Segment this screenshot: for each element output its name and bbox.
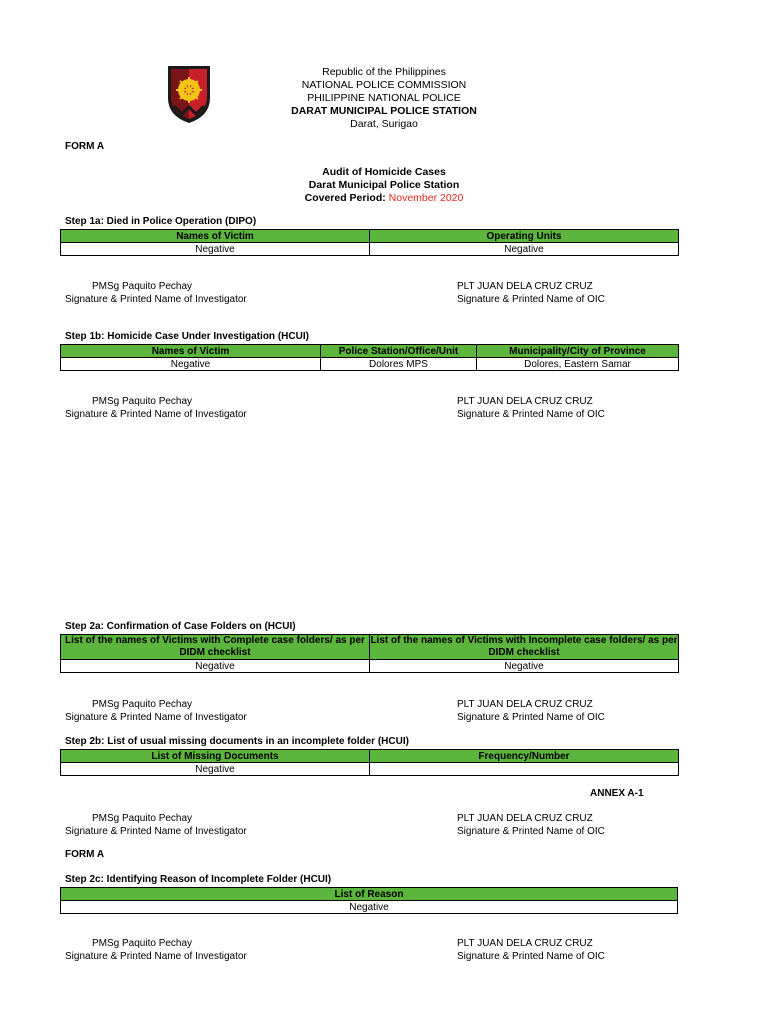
oic-name: PLT JUAN DELA CRUZ CRUZ — [457, 938, 593, 949]
table-cell: Negative — [370, 243, 679, 256]
header-location: Darat, Surigao — [350, 118, 418, 130]
table-cell: Dolores, Eastern Samar — [477, 358, 679, 371]
oic-name: PLT JUAN DELA CRUZ CRUZ — [457, 396, 593, 407]
column-header: List of Missing Documents — [61, 750, 370, 763]
header-republic: Republic of the Philippines — [322, 66, 446, 78]
investigator-name: PMSg Paquito Pechay — [92, 813, 193, 824]
table-cell — [370, 763, 679, 776]
step1b-title: Step 1b: Homicide Case Under Investigation (HCUI) — [65, 331, 309, 342]
header-napolcom: NATIONAL POLICE COMMISSION — [301, 79, 467, 91]
form-label: FORM A — [65, 141, 105, 152]
covered-period-label: Covered Period: — [304, 192, 386, 204]
column-header: List of Reason — [61, 888, 678, 901]
table-cell: Negative — [61, 243, 370, 256]
form-label-2: FORM A — [65, 849, 105, 860]
header-station: DARAT MUNICIPAL POLICE STATION — [291, 105, 477, 117]
column-header: Names of Victim — [61, 345, 321, 358]
audit-title: Audit of Homicide Cases — [322, 166, 446, 178]
table-cell: Dolores MPS — [321, 358, 477, 371]
table-row — [61, 660, 679, 673]
table-row — [61, 358, 679, 371]
oic-caption: Signature & Printed Name of OIC — [457, 951, 605, 962]
oic-name: PLT JUAN DELA CRUZ CRUZ — [457, 281, 593, 292]
annex-label: ANNEX A-1 — [590, 788, 644, 799]
covered-period — [0, 192, 768, 205]
investigator-name: PMSg Paquito Pechay — [92, 281, 193, 292]
header-pnp: PHILIPPINE NATIONAL POLICE — [307, 92, 461, 104]
investigator-caption: Signature & Printed Name of Investigator — [65, 951, 247, 962]
column-header: List of the names of Victims with Incomplete case folders/ as per DIDM checklist — [370, 635, 678, 658]
step2c-title: Step 2c: Identifying Reason of Incomplete Folder (HCUI) — [65, 874, 332, 885]
column-header: Names of Victim — [61, 230, 370, 243]
oic-caption: Signature & Printed Name of OIC — [457, 826, 605, 837]
column-header: Municipality/City of Province — [477, 345, 679, 358]
investigator-caption: Signature & Printed Name of Investigator — [65, 712, 247, 723]
letterhead — [0, 66, 768, 131]
step2a-table — [60, 634, 679, 673]
table-cell: Negative — [61, 358, 321, 371]
table-cell: Negative — [370, 660, 679, 673]
table-cell: Negative — [61, 901, 678, 914]
table-cell: Negative — [61, 763, 370, 776]
step1a-title: Step 1a: Died in Police Operation (DIPO) — [65, 216, 257, 227]
investigator-name: PMSg Paquito Pechay — [92, 699, 193, 710]
step2b-title: Step 2b: List of usual missing documents in an incomplete folder (HCUI) — [65, 736, 409, 747]
column-header: List of the names of Victims with Complete case folders/ as per DIDM checklist — [61, 635, 370, 660]
audit-station: Darat Municipal Police Station — [308, 179, 460, 191]
table-cell: Negative — [61, 660, 370, 673]
investigator-caption: Signature & Printed Name of Investigator — [65, 826, 247, 837]
investigator-caption: Signature & Printed Name of Investigator — [65, 294, 247, 305]
column-header: Frequency/Number — [370, 750, 679, 763]
investigator-name: PMSg Paquito Pechay — [92, 396, 193, 407]
audit-title-block — [0, 166, 768, 205]
step2b-table — [60, 749, 679, 776]
investigator-name: PMSg Paquito Pechay — [92, 938, 193, 949]
investigator-caption: Signature & Printed Name of Investigator — [65, 409, 247, 420]
step2a-title: Step 2a: Confirmation of Case Folders on (HCUI) — [65, 621, 296, 632]
oic-name: PLT JUAN DELA CRUZ CRUZ — [457, 813, 593, 824]
table-row — [61, 763, 679, 776]
oic-caption: Signature & Printed Name of OIC — [457, 712, 605, 723]
oic-name: PLT JUAN DELA CRUZ CRUZ — [457, 699, 593, 710]
oic-caption: Signature & Printed Name of OIC — [457, 409, 605, 420]
table-row — [61, 243, 679, 256]
column-header: Police Station/Office/Unit — [321, 345, 477, 358]
column-header: Operating Units — [370, 230, 679, 243]
step1b-table — [60, 344, 679, 371]
step2c-table — [60, 887, 678, 914]
table-row — [61, 901, 678, 914]
step1a-table — [60, 229, 679, 256]
covered-period-value: November 2020 — [388, 192, 464, 204]
oic-caption: Signature & Printed Name of OIC — [457, 294, 605, 305]
